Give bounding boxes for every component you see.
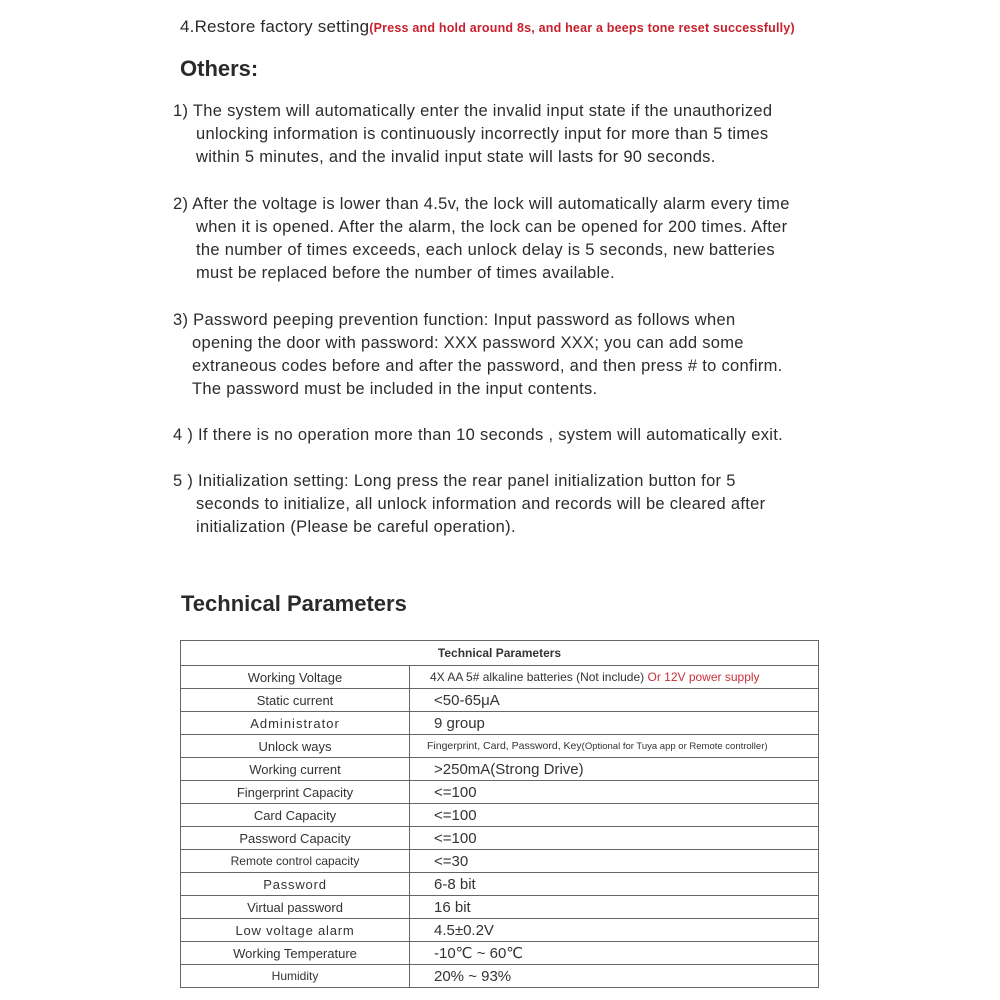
param-value: <=30 <box>410 850 819 873</box>
param-key: Virtual password <box>181 896 410 919</box>
param-value-note: (Not include) <box>572 670 645 684</box>
others-item-5 <box>173 470 765 539</box>
item-line: the number of times exceeds, each unlock delay is 5 seconds, new batteries <box>196 241 775 259</box>
table-row <box>181 827 819 850</box>
param-value: <50-65μA <box>410 689 819 712</box>
restore-note: (Press and hold around 8s, and hear a beeps tone reset successfully) <box>369 21 795 35</box>
param-value-text: 4X AA 5# alkaline batteries <box>430 670 573 684</box>
table-row <box>181 896 819 919</box>
param-key: Administrator <box>181 712 410 735</box>
param-key: Unlock ways <box>181 735 410 758</box>
item-line: 5 ) Initialization setting: Long press the rear panel initialization button for 5 <box>173 472 736 490</box>
item-line: unlocking information is continuously incorrectly input for more than 5 times <box>196 125 769 143</box>
param-value: 16 bit <box>410 896 819 919</box>
table-row <box>181 873 819 896</box>
item-line: extraneous codes before and after the password, and then press # to confirm. <box>192 357 783 375</box>
others-item-4 <box>173 424 783 447</box>
param-key: Remote control capacity <box>181 850 410 873</box>
table-row <box>181 919 819 942</box>
param-value: <=100 <box>410 781 819 804</box>
param-key: Password <box>181 873 410 896</box>
param-key: Low voltage alarm <box>181 919 410 942</box>
item-line: must be replaced before the number of times available. <box>196 264 615 282</box>
param-key: Card Capacity <box>181 804 410 827</box>
others-item-2 <box>173 193 790 285</box>
param-value-alt: Or 12V power supply <box>647 670 760 684</box>
item-line: 2) After the voltage is lower than 4.5v, the lock will automatically alarm every time <box>173 195 790 213</box>
param-key: Working Temperature <box>181 942 410 965</box>
item-line: 1) The system will automatically enter the invalid input state if the unauthorized <box>173 102 773 120</box>
param-key: Password Capacity <box>181 827 410 850</box>
param-key: Fingerprint Capacity <box>181 781 410 804</box>
param-value: 9 group <box>410 712 819 735</box>
table-header-row <box>181 641 819 666</box>
item-line: 3) Password peeping prevention function: Input password as follows when <box>173 311 736 329</box>
item-line: seconds to initialize, all unlock information and records will be cleared after <box>196 495 766 513</box>
param-key: Working current <box>181 758 410 781</box>
param-value <box>410 666 819 689</box>
param-value: 20% ~ 93% <box>410 965 819 988</box>
item-line: when it is opened. After the alarm, the lock can be opened for 200 times. After <box>196 218 788 236</box>
technical-parameters-heading: Technical Parameters <box>181 591 407 616</box>
table-title: Technical Parameters <box>181 641 819 666</box>
table-row <box>181 942 819 965</box>
param-value <box>410 735 819 758</box>
param-value: 6-8 bit <box>410 873 819 896</box>
param-value-note: (Optional for Tuya app or Remote controller) <box>581 741 768 752</box>
table-row <box>181 735 819 758</box>
param-key: Working Voltage <box>181 666 410 689</box>
table-row <box>181 850 819 873</box>
param-value: -10℃ ~ 60℃ <box>410 942 819 965</box>
item-line: opening the door with password: XXX password XXX; you can add some <box>192 334 744 352</box>
param-value: <=100 <box>410 827 819 850</box>
param-value: >250mA(Strong Drive) <box>410 758 819 781</box>
table-row <box>181 804 819 827</box>
table-row <box>181 666 819 689</box>
others-item-1 <box>173 100 772 169</box>
item-line: initialization (Please be careful operation). <box>196 518 516 536</box>
table-row <box>181 689 819 712</box>
others-item-3 <box>173 309 783 401</box>
table-row <box>181 758 819 781</box>
restore-factory-setting <box>180 17 795 37</box>
technical-parameters-table <box>180 640 819 988</box>
param-key: Humidity <box>181 965 410 988</box>
restore-label: 4.Restore factory setting <box>180 17 370 36</box>
item-line: The password must be included in the input contents. <box>192 380 598 398</box>
others-heading: Others: <box>180 56 259 81</box>
param-value: <=100 <box>410 804 819 827</box>
param-key: Static current <box>181 689 410 712</box>
param-value: 4.5±0.2V <box>410 919 819 942</box>
item-line: 4 ) If there is no operation more than 10 seconds , system will automatically exit. <box>173 426 784 444</box>
item-line: within 5 minutes, and the invalid input state will lasts for 90 seconds. <box>196 148 716 166</box>
table-row <box>181 781 819 804</box>
param-value-text: Fingerprint, Card, Password, Key <box>427 740 582 752</box>
table-row <box>181 965 819 988</box>
table-row <box>181 712 819 735</box>
